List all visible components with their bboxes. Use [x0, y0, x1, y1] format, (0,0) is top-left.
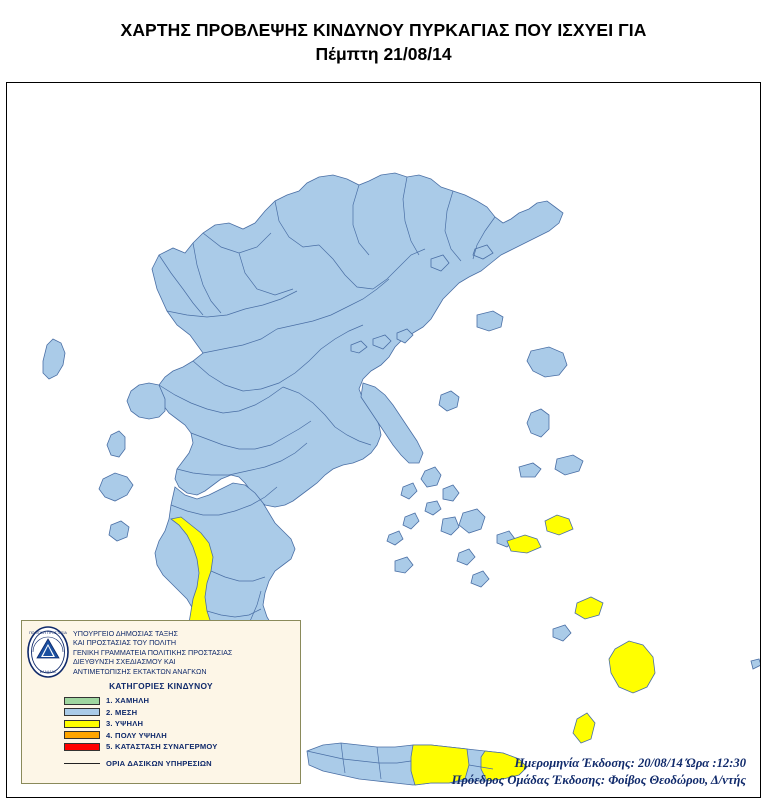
boundary-line-icon	[64, 763, 100, 764]
map-footer	[452, 755, 746, 789]
title-line-2: Πέμπτη 21/08/14	[315, 44, 452, 64]
region-samos	[555, 455, 583, 475]
region-kalymnos-high	[545, 515, 573, 535]
legend-row-low	[64, 695, 300, 707]
region-cyclades-kythnos	[403, 513, 419, 529]
svg-text:ΠΟΛΙΤΙΚΗ ΠΡΟΣΤΑΣΙΑ: ΠΟΛΙΤΙΚΗ ΠΡΟΣΤΑΣΙΑ	[29, 631, 67, 635]
region-skyros	[439, 391, 459, 411]
page-title	[0, 18, 767, 66]
legend-categories-title: ΚΑΤΗΓΟΡΙΕΣ ΚΙΝΔΥΝΟΥ	[109, 681, 213, 691]
region-cyclades-kea	[401, 483, 417, 499]
legend-label-alert: 5. ΚΑΤΑΣΤΑΣΗ ΣΥΝΑΓΕΡΜΟΥ	[106, 742, 218, 752]
region-chios	[527, 409, 549, 437]
region-cyclades-syros	[425, 501, 441, 515]
legend-org-line-2: ΚΑΙ ΠΡΟΣΤΑΣΙΑΣ ΤΟΥ ΠΟΛΙΤΗ	[73, 638, 177, 648]
region-leros-high	[575, 597, 603, 619]
legend-header	[22, 621, 300, 678]
legend-label-very-high: 4. ΠΟΛΥ ΥΨΗΛΗ	[106, 730, 167, 740]
swatch-very-high	[64, 731, 100, 739]
legend-org-line-1: ΥΠΟΥΡΓΕΙΟ ΔΗΜΟΣΙΑΣ ΤΑΞΗΣ	[73, 629, 178, 638]
swatch-low	[64, 697, 100, 705]
region-cyclades-milos	[395, 557, 413, 573]
swatch-high	[64, 720, 100, 728]
legend-org-line-3: ΓΕΝΙΚΗ ΓΡΑΜΜΑΤΕΙΑ ΠΟΛΙΤΙΚΗΣ ΠΡΟΣΤΑΣΙΑΣ	[73, 647, 233, 657]
civil-protection-emblem-icon	[26, 626, 70, 678]
legend-org-line-5: ΑΝΤΙΜΕΤΩΠΙΣΗΣ ΕΚΤΑΚΤΩΝ ΑΝΑΓΚΩΝ	[73, 666, 207, 676]
region-kerkyra	[43, 339, 65, 379]
region-karpathos-high	[573, 713, 595, 743]
region-cyclades-serifos	[387, 531, 403, 545]
region-cyclades-andros	[421, 467, 441, 487]
legend-organization	[73, 626, 232, 676]
region-cyclades-naxos	[459, 509, 485, 533]
region-zakynthos	[109, 521, 129, 541]
legend-row-high	[64, 718, 300, 730]
legend-category-list	[64, 695, 300, 753]
region-mainland-greece	[152, 173, 563, 507]
region-astypalaia-high	[553, 625, 571, 641]
swatch-alert	[64, 743, 100, 751]
region-kefalonia	[99, 473, 133, 501]
legend-label-medium: 2. ΜΕΣΗ	[106, 707, 138, 717]
region-rhodes-high	[609, 641, 655, 693]
svg-text:ΕΛΛΑΔΑΣ: ΕΛΛΑΔΑΣ	[39, 670, 57, 674]
legend-row-medium	[64, 707, 300, 719]
legend-boundary-row	[64, 759, 300, 768]
region-cyclades-santorini	[471, 571, 489, 587]
region-kastellorizo	[751, 659, 760, 669]
legend-row-very-high	[64, 730, 300, 742]
region-lesvos	[527, 347, 567, 377]
region-limnos	[477, 311, 503, 331]
swatch-medium	[64, 708, 100, 716]
legend-label-high: 3. ΥΨΗΛΗ	[106, 719, 144, 729]
region-cyclades-tinos	[443, 485, 459, 501]
region-epirus-coast	[127, 383, 165, 419]
president-text: Πρόεδρος Ομάδας Έκδοσης: Φοίβος Θεοδώρου, Δ/ντής	[451, 773, 746, 787]
map-canvas[interactable]	[6, 82, 761, 798]
legend-org-line-4: ΔΙΕΥΘΥΝΣΗ ΣΧΕΔΙΑΣΜΟΥ ΚΑΙ	[73, 657, 176, 667]
region-ikaria	[519, 463, 541, 477]
legend-boundary-label: ΟΡΙΑ ΔΑΣΙΚΩΝ ΥΠΗΡΕΣΙΩΝ	[106, 758, 212, 768]
issue-date-text: Ημερομηνία Έκδοσης: 20/08/14 Ώρα :12:30	[514, 756, 746, 770]
region-cyclades-paros	[441, 517, 459, 535]
legend-row-alert	[64, 741, 300, 753]
region-lefkada	[107, 431, 125, 457]
title-line-1: ΧΑΡΤΗΣ ΠΡΟΒΛΕΨΗΣ ΚΙΝΔΥΝΟΥ ΠΥΡΚΑΓΙΑΣ ΠΟΥ ΙΣΧΥΕΙ ΓΙΑ	[120, 20, 647, 40]
map-legend	[21, 620, 301, 784]
region-cyclades-ios	[457, 549, 475, 565]
legend-label-low: 1. ΧΑΜΗΛΗ	[106, 696, 150, 706]
